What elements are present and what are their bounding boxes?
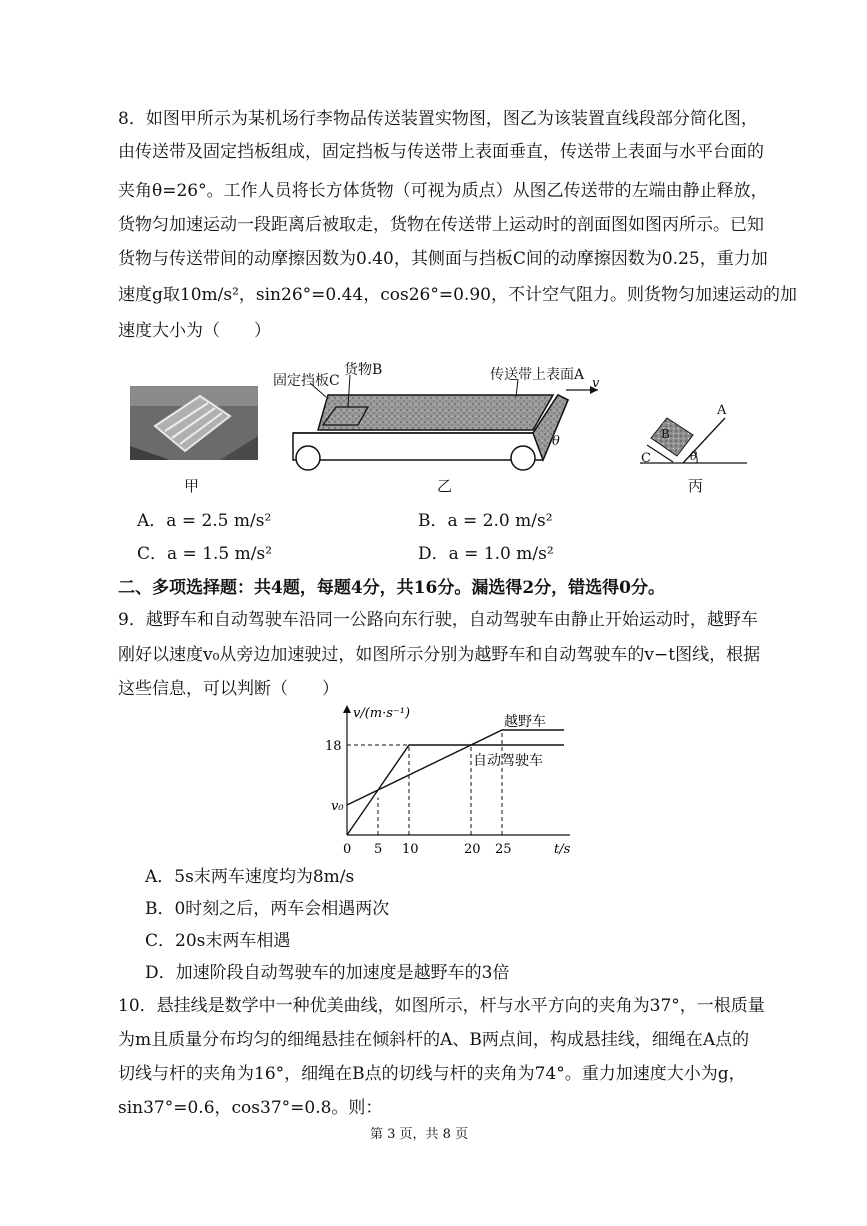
q8-option-b: B．a = 2.0 m/s²	[418, 511, 553, 531]
q8-option-c: C．a = 1.5 m/s²	[137, 544, 273, 564]
q9-line-2: 刚好以速度v₀从旁边加速驶过，如图所示分别为越野车和自动驾驶车的v−t图线，根据	[118, 645, 761, 665]
q8-line-1: 8．如图甲所示为某机场行李物品传送装置实物图，图乙为该装置直线段部分简化图，	[118, 109, 758, 129]
x-tick-label: 0	[343, 842, 352, 857]
section-heading: 二、多项选择题：共4题，每题4分，共16分。漏选得2分，错选得0分。	[118, 578, 665, 598]
y-tick-label-18: 18	[325, 739, 342, 754]
q9-option-c: C．20s末两车相遇	[145, 931, 291, 951]
q8-line-3: 夹角θ=26°。工作人员将长方体货物（可视为质点）从图乙传送带的左端由静止释放，	[118, 181, 768, 201]
q9-line-3: 这些信息，可以判断（ ）	[118, 679, 339, 699]
figure-bing	[635, 400, 750, 470]
figure-yi	[268, 355, 613, 475]
q10-line-3: 切线与杆的夹角为16°，细绳在B点的切线与杆的夹角为74°。重力加速度大小为g，	[118, 1064, 746, 1084]
q8-line-7: 速度大小为（ ）	[118, 321, 271, 341]
label-jia: 甲	[184, 477, 200, 495]
page-footer: 第 3 页，共 8 页	[370, 1127, 469, 1142]
y-tick-label-v0: v₀	[331, 799, 344, 814]
y-axis-arrow	[343, 705, 351, 713]
q8-line-4: 货物匀加速运动一段距离后被取走，货物在传送带上运动时的剖面图如图丙所示。已知	[118, 215, 764, 235]
y-axis-label: v/(m·s⁻¹)	[353, 706, 411, 721]
x-tick-label: 10	[402, 842, 419, 857]
label-bing-B: B	[661, 427, 670, 441]
q9-option-d: D．加速阶段自动驾驶车的加速度是越野车的3倍	[145, 963, 510, 983]
label-belt-top: 传送带上表面A	[490, 367, 585, 383]
q10-line-1: 10．悬挂线是数学中一种优美曲线，如图所示，杆与水平方向的夹角为37°，一根质量	[118, 996, 765, 1016]
vt-chart	[320, 700, 570, 860]
q8-line-6: 速度g取10m/s²，sin26°=0.44，cos26°=0.90，不计空气阻力。则货物匀加速运动的加	[118, 285, 797, 305]
q9-line-1: 9．越野车和自动驾驶车沿同一公路向东行驶，自动驾驶车由静止开始运动时，越野车	[118, 610, 758, 630]
q8-option-d: D．a = 1.0 m/s²	[418, 544, 554, 564]
label-yi: 乙	[437, 477, 453, 495]
x-tick-label: 25	[495, 842, 512, 857]
label-cargo: 货物B	[344, 362, 383, 378]
label-fixed-baffle: 固定挡板C	[273, 373, 340, 389]
photo-jia-drawing	[130, 386, 258, 460]
label-bing-A: A	[717, 403, 727, 418]
q10-line-4: sin37°=0.6，cos37°=0.8。则：	[118, 1098, 383, 1118]
photo-jia	[130, 386, 258, 460]
x-tick-label: 20	[464, 842, 481, 857]
q9-option-a: A．5s末两车速度均为8m/s	[145, 867, 355, 887]
series-suv-label: 越野车	[504, 714, 546, 730]
x-tick-label: 5	[374, 842, 383, 857]
series-auto-label: 自动驾驶车	[473, 753, 543, 769]
roller-left	[296, 446, 320, 470]
q9-option-b: B．0时刻之后，两车会相遇两次	[145, 899, 390, 919]
label-bing: 丙	[688, 477, 704, 495]
q10-line-2: 为m且质量分布均匀的细绳悬挂在倾斜杆的A、B两点间，构成悬挂线，细绳在A点的	[118, 1030, 750, 1050]
label-bing-theta: θ	[690, 449, 698, 463]
q8-line-5: 货物与传送带间的动摩擦因数为0.40，其侧面与挡板C间的动摩擦因数为0.25，重力加	[118, 249, 768, 269]
roller-right	[511, 446, 535, 470]
q8-line-2: 由传送带及固定挡板组成，固定挡板与传送带上表面垂直，传送带上表面与水平台面的	[118, 142, 764, 162]
cargo-B-section	[651, 418, 693, 456]
label-yi-theta: θ	[552, 434, 560, 449]
x-axis-label: t/s	[554, 842, 570, 857]
label-bing-C: C	[641, 451, 651, 466]
label-v: v	[592, 376, 600, 391]
q8-option-a: A．a = 2.5 m/s²	[137, 511, 272, 531]
